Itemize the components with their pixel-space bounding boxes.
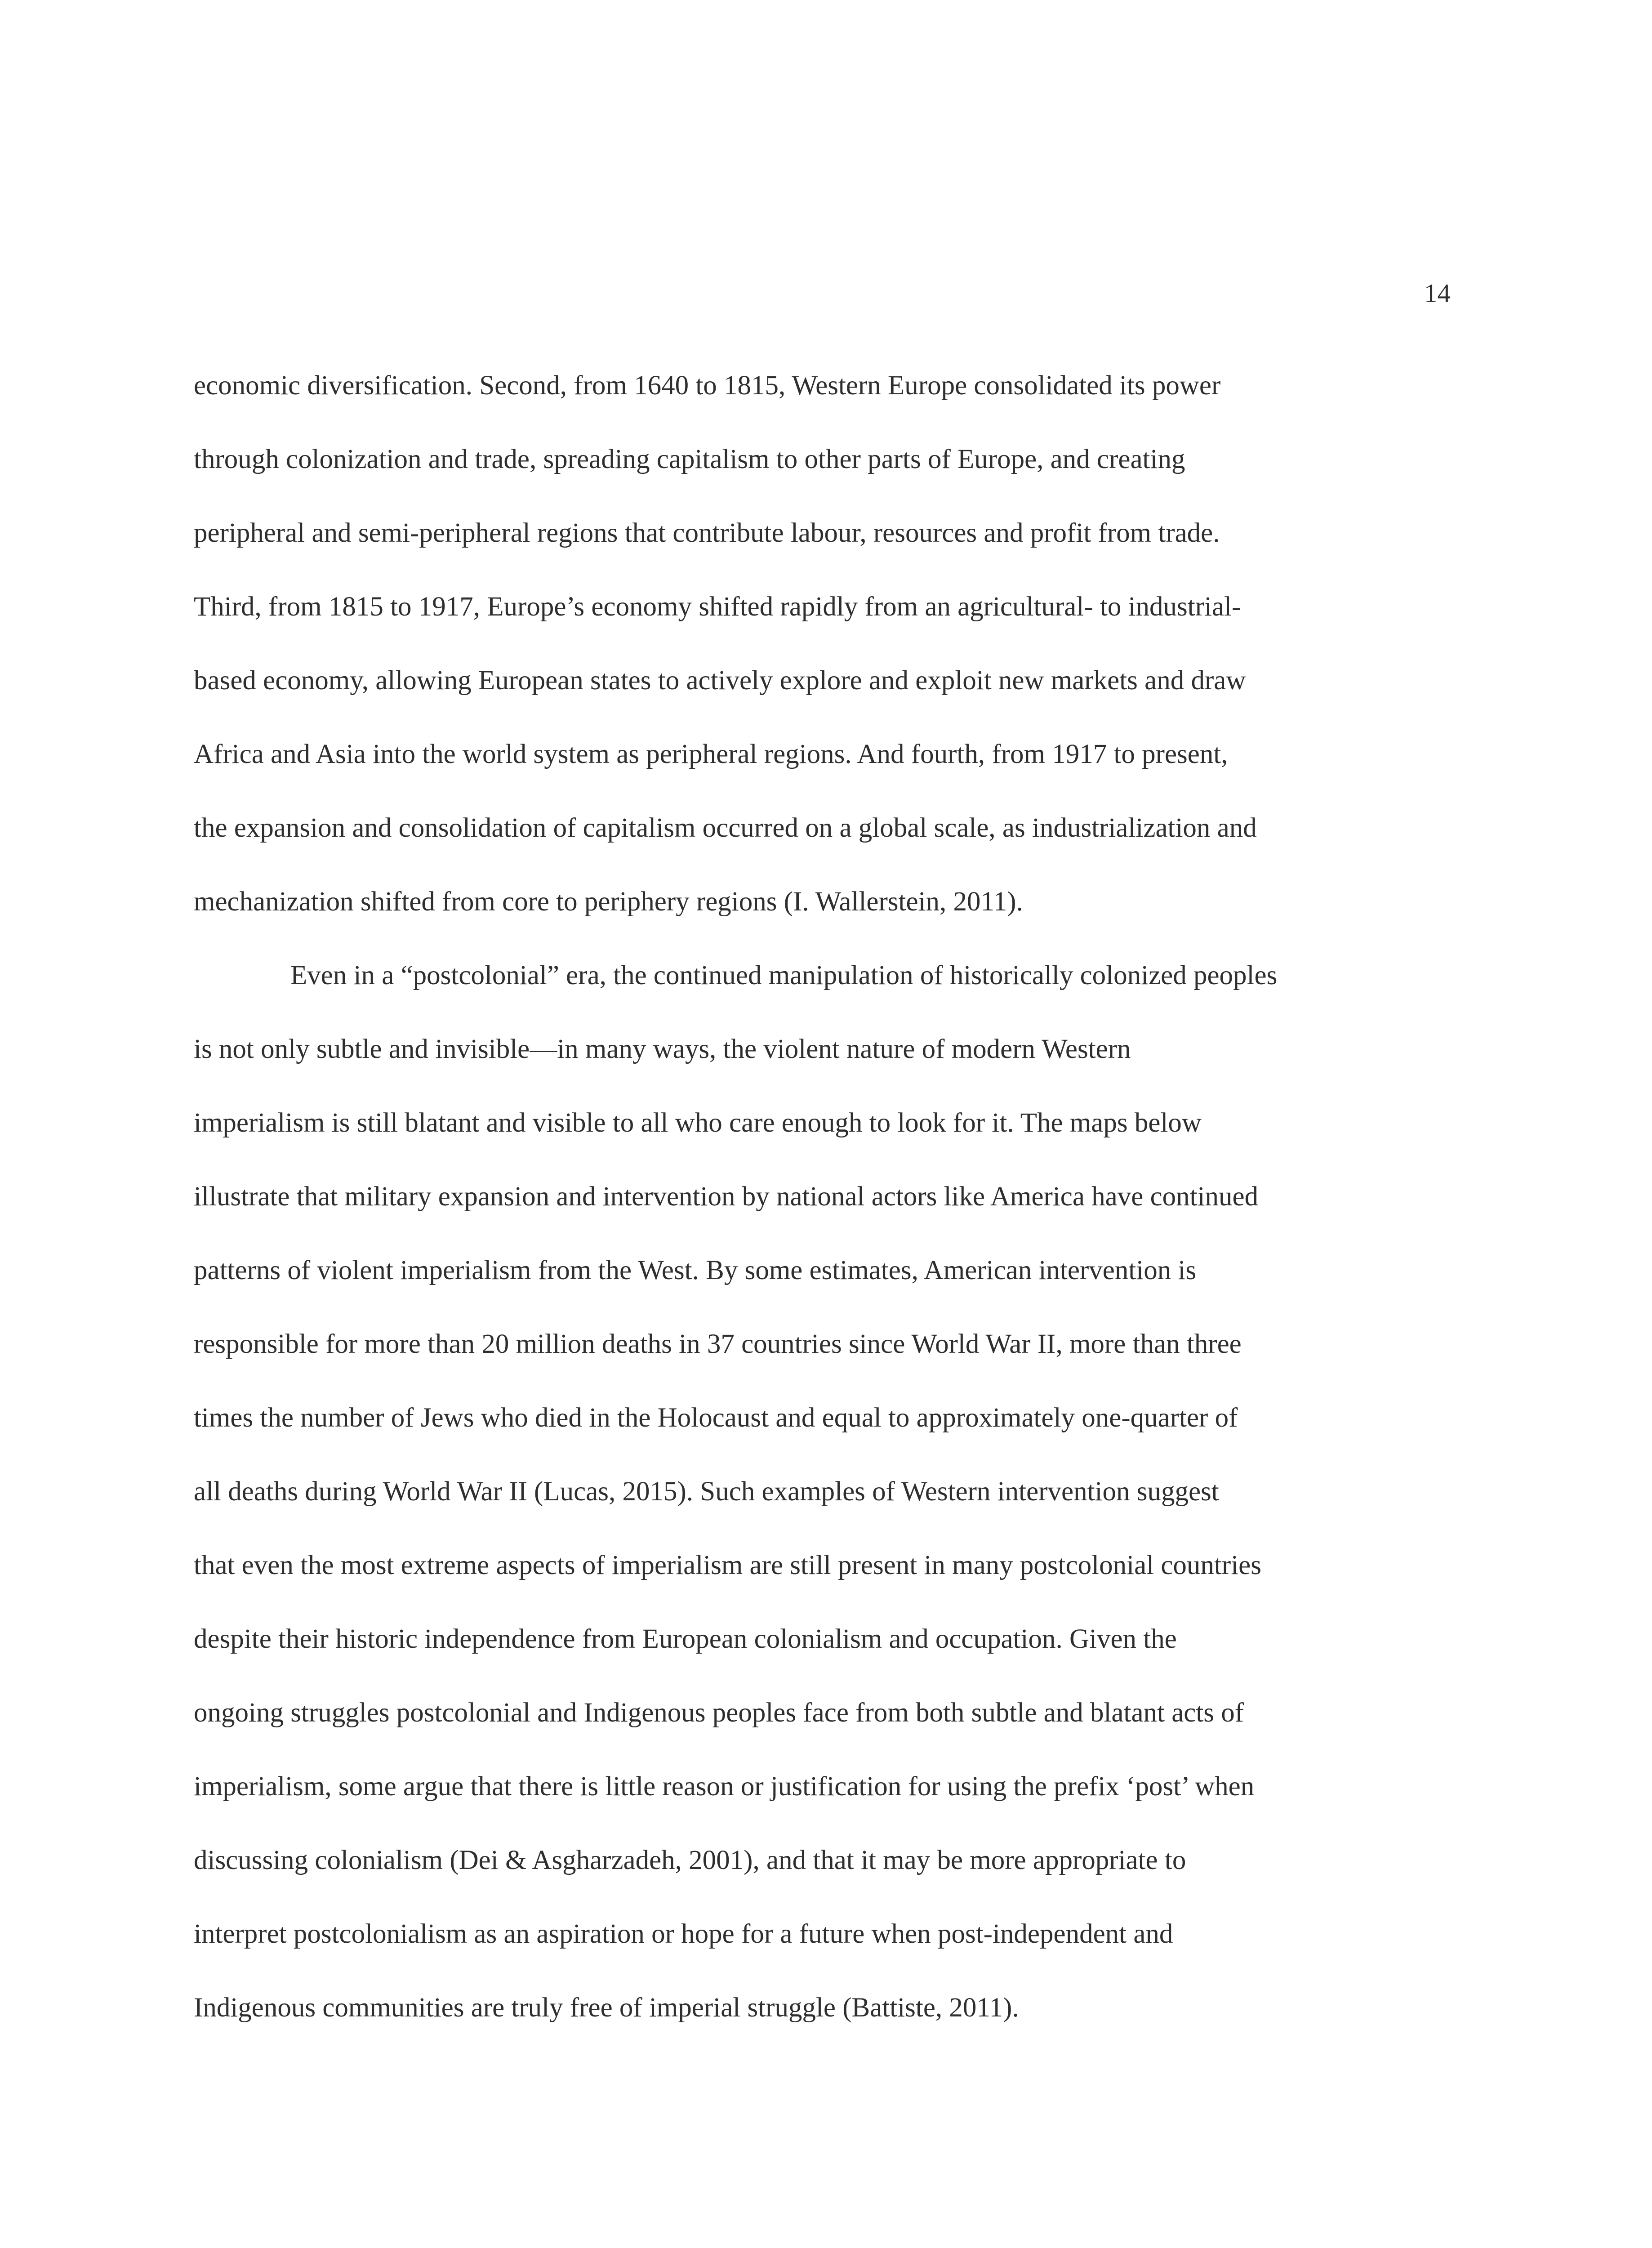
text-line: Even in a “postcolonial” era, the continued manipulation of historically colonized peoples (290, 960, 1278, 990)
text-line: times the number of Jews who died in the Holocaust and equal to approximately one-quarter of (194, 1403, 1238, 1433)
text-line: that even the most extreme aspects of imperialism are still present in many postcolonial countries (194, 1550, 1261, 1580)
text-line: despite their historic independence from European colonialism and occupation. Given the (194, 1624, 1177, 1654)
text-line: is not only subtle and invisible—in many ways, the violent nature of modern Western (194, 1034, 1131, 1064)
text-line: ongoing struggles postcolonial and Indigenous peoples face from both subtle and blatant acts of (194, 1698, 1244, 1728)
text-line: responsible for more than 20 million deaths in 37 countries since World War II, more than three (194, 1329, 1242, 1359)
text-line: illustrate that military expansion and intervention by national actors like America have continued (194, 1182, 1259, 1212)
text-line: the expansion and consolidation of capitalism occurred on a global scale, as industrialization and (194, 813, 1257, 843)
text-line: mechanization shifted from core to periphery regions (I. Wallerstein, 2011). (194, 887, 1023, 917)
text-line: imperialism, some argue that there is little reason or justification for using the prefix ‘post’ when (194, 1771, 1255, 1802)
text-line: peripheral and semi-peripheral regions that contribute labour, resources and profit from trade. (194, 518, 1220, 548)
text-line: imperialism is still blatant and visible to all who care enough to look for it. The maps below (194, 1108, 1202, 1138)
paragraph-world-system-periods (194, 368, 1457, 958)
body-text (194, 368, 1457, 2064)
text-line: through colonization and trade, spreading capitalism to other parts of Europe, and creating (194, 444, 1185, 474)
paragraph-postcolonial-era (194, 958, 1457, 2064)
text-line: Third, from 1815 to 1917, Europe’s economy shifted rapidly from an agricultural- to industrial- (194, 592, 1241, 622)
text-line: based economy, allowing European states to actively explore and exploit new markets and draw (194, 665, 1246, 696)
page-number: 14 (1424, 278, 1451, 308)
text-line: patterns of violent imperialism from the West. By some estimates, American intervention is (194, 1255, 1197, 1285)
text-line: interpret postcolonialism as an aspiration or hope for a future when post-independent and (194, 1919, 1173, 1949)
text-line: Indigenous communities are truly free of imperial struggle (Battiste, 2011). (194, 1993, 1019, 2023)
text-line: economic diversification. Second, from 1640 to 1815, Western Europe consolidated its power (194, 370, 1221, 401)
text-line: all deaths during World War II (Lucas, 2015). Such examples of Western intervention suggest (194, 1476, 1219, 1507)
text-line: discussing colonialism (Dei & Asgharzadeh, 2001), and that it may be more appropriate to (194, 1845, 1186, 1875)
text-line: Africa and Asia into the world system as peripheral regions. And fourth, from 1917 to present, (194, 739, 1228, 769)
